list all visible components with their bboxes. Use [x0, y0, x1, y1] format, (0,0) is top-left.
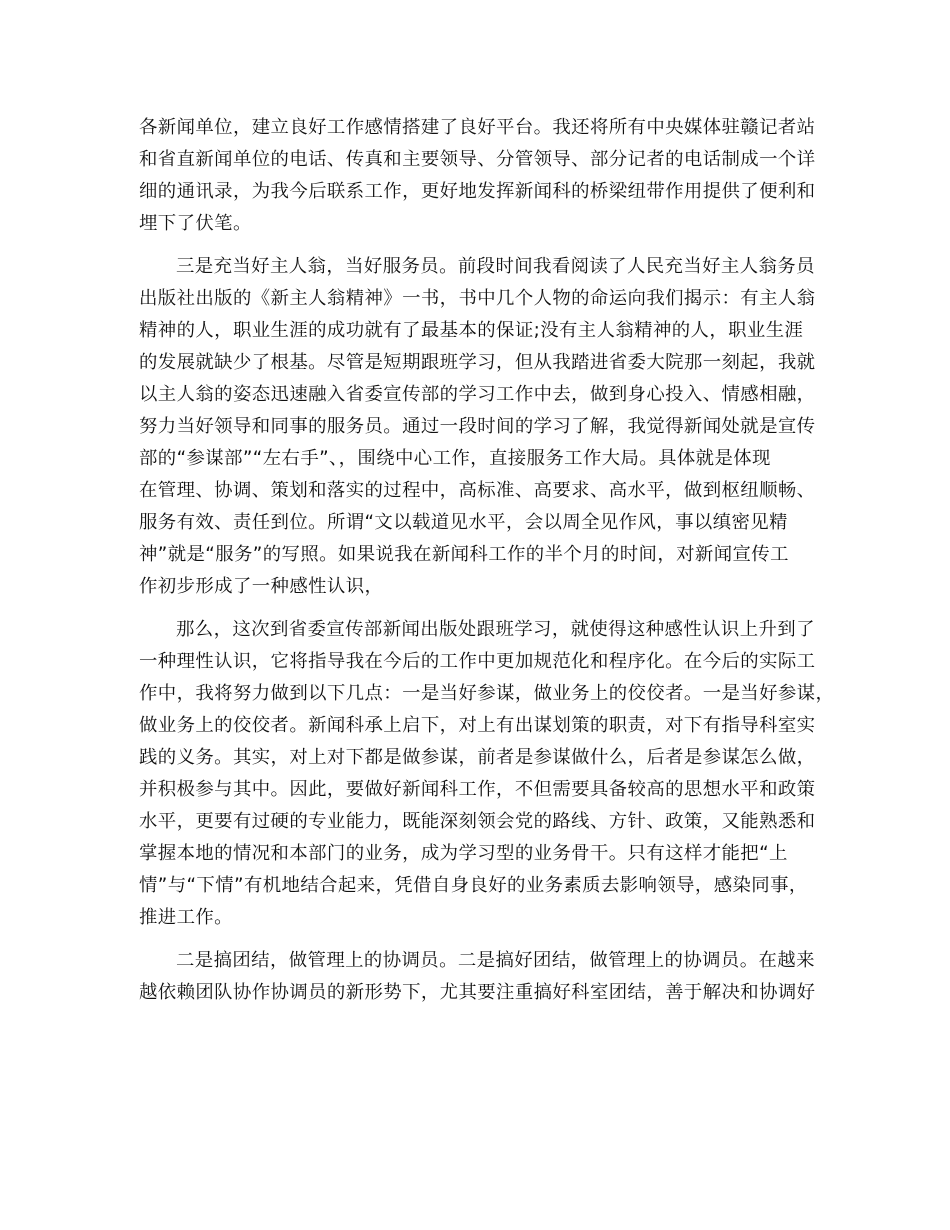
text-line: 精神的人，职业生涯的成功就有了最基本的保证;没有主人翁精神的人，职业生涯: [139, 320, 804, 341]
paragraph-1: [139, 112, 815, 240]
text-line: 推进工作。: [139, 907, 233, 928]
text-line: 在管理、协调、策划和落实的过程中，高标准、高要求、高水平，做到枢纽顺畅、: [139, 480, 816, 501]
text-line: 情”与“下情”有机地结合起来，凭借自身良好的业务素质去影响领导，感染同事，: [139, 875, 808, 896]
text-line: 三是充当好主人翁，当好服务员。前段时间我看阅读了人民充当好主人翁务员: [176, 256, 815, 277]
text-line: 服务有效、责任到位。所谓“文以载道见水平，会以周全见作风，事以缜密见精: [139, 512, 788, 533]
text-line: 做业务上的佼佼者。新闻科承上启下，对上有出谋划策的职责，对下有指导科室实: [139, 715, 816, 736]
paragraph-4: [139, 945, 815, 1009]
paragraph-2: [139, 251, 815, 603]
text-line: 践的义务。其实，对上对下都是做参谋，前者是参谋做什么，后者是参谋怎么做，: [139, 747, 816, 768]
text-line: 并积极参与其中。因此，要做好新闻科工作，不但需要具备较高的思想水平和政策: [139, 779, 816, 800]
text-line: 作中，我将努力做到以下几点：一是当好参谋，做业务上的佼佼者。一是当好参谋，: [139, 683, 835, 704]
text-line: 水平，更要有过硬的专业能力，既能深刻领会党的路线、方针、政策，又能熟悉和: [139, 811, 816, 832]
text-line: 各新闻单位，建立良好工作感情搭建了良好平台。我还将所有中央媒体驻赣记者站: [139, 117, 816, 138]
paragraph-spacer: [139, 240, 815, 251]
text-line: 那么，这次到省委宣传部新闻出版处跟班学习，就使得这种感性认识上升到了: [176, 619, 815, 640]
text-line: 越依赖团队协作协调员的新形势下，尤其要注重搞好科室团结，善于解决和协调好: [139, 982, 816, 1003]
text-line: 出版社出版的《新主人翁精神》一书，书中几个人物的命运向我们揭示：有主人翁: [139, 288, 816, 309]
text-line: 作初步形成了一种感性认识，: [139, 576, 384, 597]
text-line: 和省直新闻单位的电话、传真和主要领导、分管领导、部分记者的电话制成一个详: [139, 149, 816, 170]
paragraph-spacer: [139, 934, 815, 945]
text-line: 二是搞团结，做管理上的协调员。二是搞好团结，做管理上的协调员。在越来: [176, 950, 815, 971]
text-line: 的发展就缺少了根基。尽管是短期跟班学习，但从我踏进省委大院那一刻起，我就: [139, 352, 816, 373]
text-line: 部的“参谋部”“左右手”、，围绕中心工作，直接服务工作大局。具体就是体现: [139, 448, 771, 469]
text-line: 努力当好领导和同事的服务员。通过一段时间的学习了解，我觉得新闻处就是宣传: [139, 416, 816, 437]
text-line: 埋下了伏笔。: [139, 213, 252, 234]
text-line: 细的通讯录，为我今后联系工作，更好地发挥新闻科的桥梁纽带作用提供了便利和: [139, 181, 816, 202]
paragraph-3: [139, 614, 835, 934]
text-line: 一种理性认识，它将指导我在今后的工作中更加规范化和程序化。在今后的实际工: [139, 651, 816, 672]
text-line: 掌握本地的情况和本部门的业务，成为学习型的业务骨干。只有这样才能把“上: [139, 843, 788, 864]
paragraph-spacer: [139, 603, 815, 614]
text-line: 以主人翁的姿态迅速融入省委宣传部的学习工作中去，做到身心投入、情感相融，: [139, 384, 816, 405]
document-body: [139, 112, 835, 1009]
text-line: 神”就是“服务”的写照。如果说我在新闻科工作的半个月的时间，对新闻宣传工: [139, 544, 789, 565]
